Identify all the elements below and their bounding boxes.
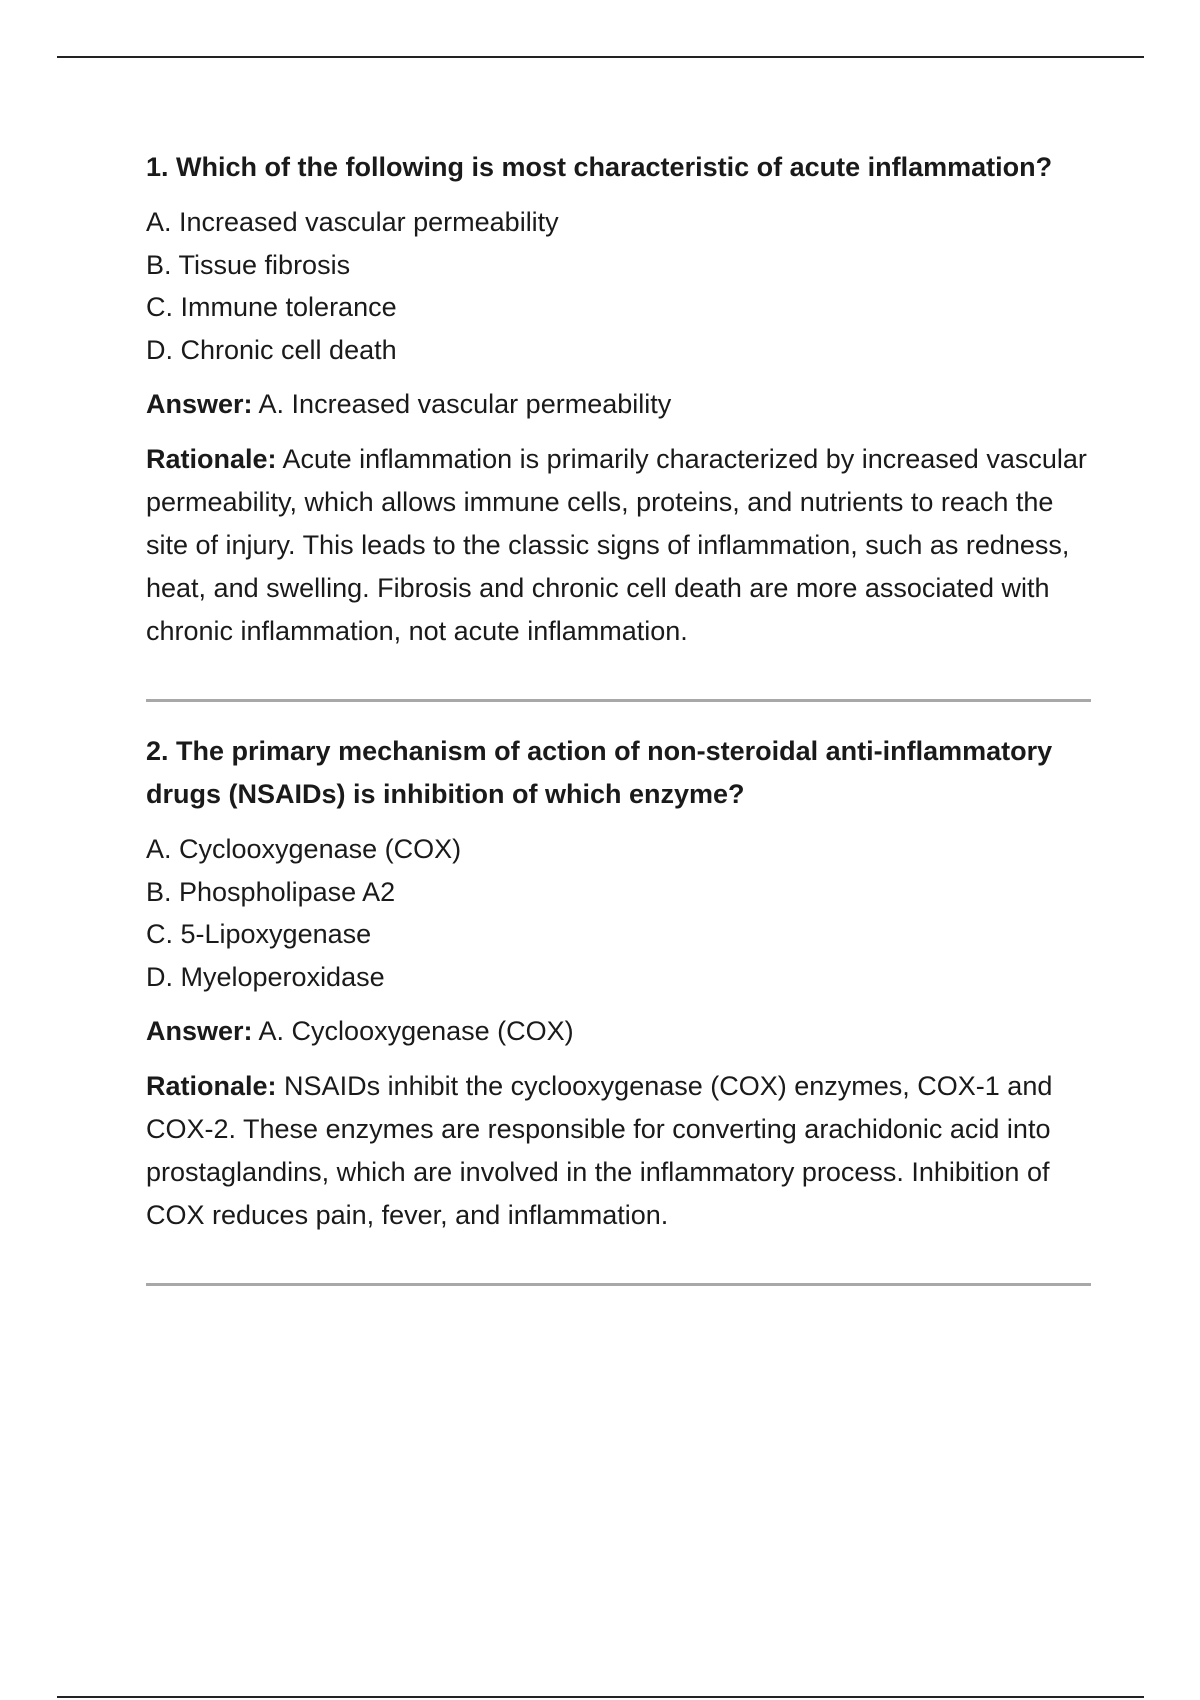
answer-line (146, 1010, 1091, 1053)
answer-line (146, 383, 1091, 426)
answer-options (146, 828, 1091, 998)
option-c: C. 5-Lipoxygenase (146, 919, 372, 949)
option-c: C. Immune tolerance (146, 292, 397, 322)
question-block-1 (146, 146, 1091, 653)
answer-value: A. Cyclooxygenase (COX) (258, 1016, 574, 1046)
section-divider (146, 699, 1091, 702)
option-b: B. Phospholipase A2 (146, 876, 396, 907)
page-bottom-rule (57, 1696, 1144, 1698)
question-block-2 (146, 730, 1091, 1237)
document-content (146, 146, 1091, 1314)
question-text: 1. Which of the following is most characteristic of acute inflammation? (146, 152, 1053, 182)
option-d: D. Myeloperoxidase (146, 961, 385, 992)
answer-label: Answer: (146, 1016, 253, 1046)
option-a: A. Cyclooxygenase (COX) (146, 834, 462, 864)
rationale-label: Rationale: (146, 444, 277, 474)
rationale-text: Acute inflammation is primarily characterized by increased vascular permeability, which allows immune cells, proteins, and nutrients to reach the site of injury. This leads to the classic signs of inflammation, such as redness, heat, and swelling. Fibrosis and chronic cell death are more associated with chronic inflammation, not acute inflammation. (146, 444, 1087, 646)
rationale-label: Rationale: (146, 1071, 277, 1101)
rationale (146, 1065, 1091, 1237)
section-divider (146, 1283, 1091, 1286)
answer-value: A. Increased vascular permeability (258, 389, 672, 419)
question-text: 2. The primary mechanism of action of non-steroidal anti-inflammatory drugs (NSAIDs) is inhibition of which enzyme? (146, 736, 1053, 809)
rationale (146, 438, 1091, 653)
answer-label: Answer: (146, 389, 253, 419)
answer-options (146, 201, 1091, 371)
rationale-text: NSAIDs inhibit the cyclooxygenase (COX) enzymes, COX-1 and COX-2. These enzymes are responsible for converting arachidonic acid into prostaglandins, which are involved in the inflammatory process. Inhibition of COX reduces pain, fever, and inflammation. (146, 1071, 1053, 1230)
option-d: D. Chronic cell death (146, 334, 397, 365)
option-b: B. Tissue fibrosis (146, 249, 351, 280)
page-top-rule (57, 56, 1144, 58)
option-a: A. Increased vascular permeability (146, 207, 559, 237)
